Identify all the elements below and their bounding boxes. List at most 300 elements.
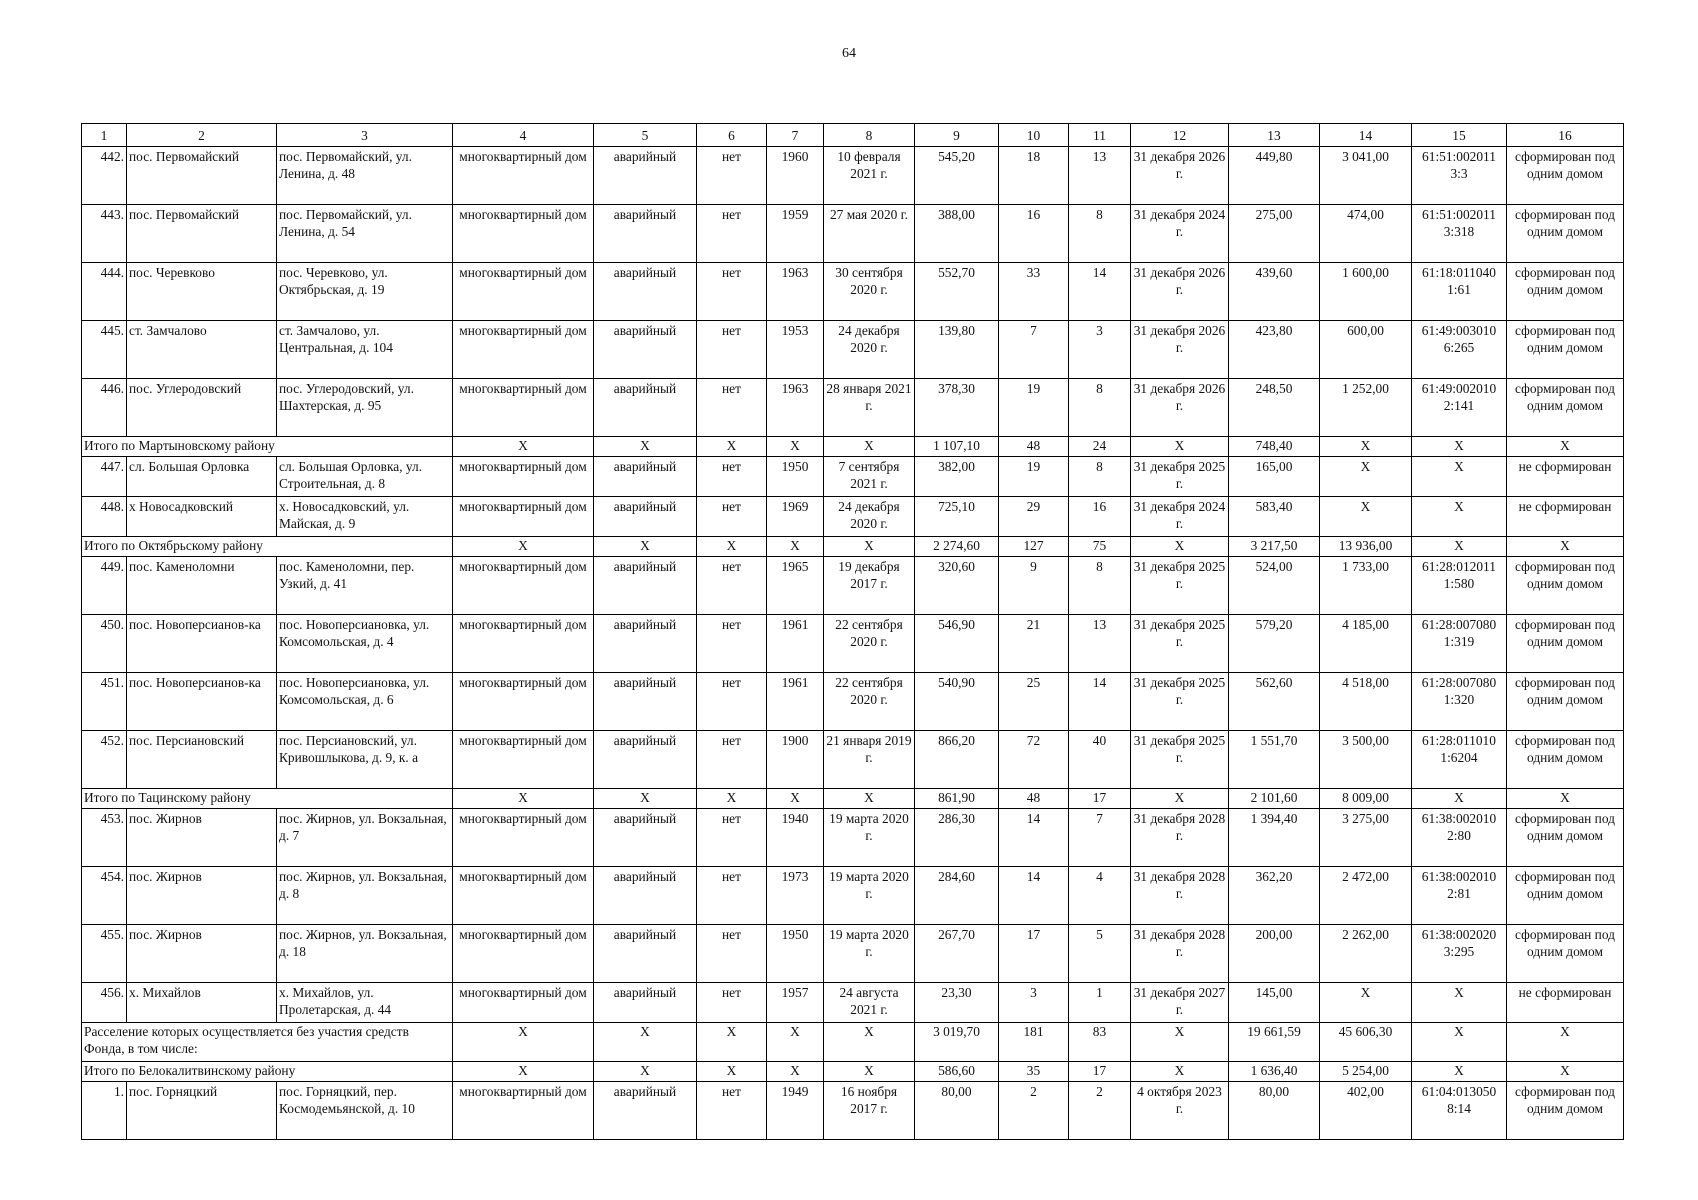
date-cell: 27 мая 2020 г. (824, 205, 915, 263)
land-status-cell: сформирован под одним домом (1507, 147, 1624, 205)
subtotal-row (82, 1062, 1624, 1082)
address-cell: пос. Углеродовский, ул. Шахтерская, д. 95 (277, 379, 453, 437)
building-type-cell: многоквартирный дом (453, 673, 594, 731)
settlement-cell: пос. Первомайский (127, 147, 277, 205)
count-cell: 29 (999, 497, 1069, 537)
building-type-cell: многоквартирный дом (453, 983, 594, 1023)
address-cell: пос. Новоперсиановка, ул. Комсомольская, д. 6 (277, 673, 453, 731)
column-header: 1 (82, 124, 127, 147)
count-cell: 9 (999, 557, 1069, 615)
area-cell: 139,80 (915, 321, 999, 379)
land-status-cell: сформирован под одним домом (1507, 673, 1624, 731)
count-cell: 16 (999, 205, 1069, 263)
count-cell: 8 (1069, 557, 1131, 615)
column-header: 4 (453, 124, 594, 147)
date-cell: 22 сентября 2020 г. (824, 673, 915, 731)
settlement-cell: пос. Новоперсианов-ка (127, 673, 277, 731)
cadastre-cell: 61:38:002010 2:81 (1412, 867, 1507, 925)
subtotal-cell: Х (1507, 1023, 1624, 1062)
subtotal-cell: 2 274,60 (915, 537, 999, 557)
subtotal-cell: Х (453, 1062, 594, 1082)
subtotal-row (82, 437, 1624, 457)
subtotal-cell: Х (824, 437, 915, 457)
settlement-cell: х. Михайлов (127, 983, 277, 1023)
subtotal-cell: 127 (999, 537, 1069, 557)
date-cell: 19 декабря 2017 г. (824, 557, 915, 615)
deadline-cell: 4 октября 2023 г. (1131, 1082, 1229, 1140)
status-cell: аварийный (594, 731, 697, 789)
page-number: 64 (842, 46, 856, 61)
table-row (82, 497, 1624, 537)
table-row (82, 615, 1624, 673)
cadastre-cell: Х (1412, 983, 1507, 1023)
column-header: 5 (594, 124, 697, 147)
cadastre-cell: 61:38:002020 3:295 (1412, 925, 1507, 983)
subtotal-cell: Х (697, 1062, 767, 1082)
subtotal-cell: 24 (1069, 437, 1131, 457)
table-row (82, 379, 1624, 437)
land-status-cell: сформирован под одним домом (1507, 731, 1624, 789)
status-cell: аварийный (594, 925, 697, 983)
settlement-cell: ст. Замчалово (127, 321, 277, 379)
date-cell: 22 сентября 2020 г. (824, 615, 915, 673)
address-cell: ст. Замчалово, ул. Центральная, д. 104 (277, 321, 453, 379)
count-cell: 1 (1069, 983, 1131, 1023)
table-row (82, 557, 1624, 615)
value-cell: 1 600,00 (1320, 263, 1412, 321)
year-cell: 1950 (767, 457, 824, 497)
value-cell: нет (697, 147, 767, 205)
row-number-cell: 450. (82, 615, 127, 673)
settlement-cell: сл. Большая Орловка (127, 457, 277, 497)
subtotal-cell: Х (1320, 437, 1412, 457)
count-cell: 19 (999, 457, 1069, 497)
value-cell: 524,00 (1229, 557, 1320, 615)
value-cell: 474,00 (1320, 205, 1412, 263)
value-cell: 402,00 (1320, 1082, 1412, 1140)
land-status-cell: сформирован под одним домом (1507, 809, 1624, 867)
subtotal-cell: 17 (1069, 1062, 1131, 1082)
address-cell: сл. Большая Орловка, ул. Строительная, д. 8 (277, 457, 453, 497)
subtotal-cell: 13 936,00 (1320, 537, 1412, 557)
value-cell: 600,00 (1320, 321, 1412, 379)
count-cell: 17 (999, 925, 1069, 983)
value-cell: нет (697, 379, 767, 437)
row-number-cell: 442. (82, 147, 127, 205)
subtotal-cell: Х (1507, 1062, 1624, 1082)
count-cell: 13 (1069, 147, 1131, 205)
table-row (82, 809, 1624, 867)
deadline-cell: 31 декабря 2026 г. (1131, 147, 1229, 205)
subtotal-cell: Х (453, 437, 594, 457)
cadastre-cell: 61:51:002011 3:3 (1412, 147, 1507, 205)
subtotal-cell: 181 (999, 1023, 1069, 1062)
land-status-cell: сформирован под одним домом (1507, 379, 1624, 437)
subtotal-cell: Х (767, 1062, 824, 1082)
column-header: 6 (697, 124, 767, 147)
subtotal-cell: Х (1131, 437, 1229, 457)
building-type-cell: многоквартирный дом (453, 147, 594, 205)
subtotal-cell: Х (697, 537, 767, 557)
date-cell: 7 сентября 2021 г. (824, 457, 915, 497)
column-header: 7 (767, 124, 824, 147)
cadastre-cell: 61:28:012011 1:580 (1412, 557, 1507, 615)
count-cell: 21 (999, 615, 1069, 673)
value-cell: 1 394,40 (1229, 809, 1320, 867)
deadline-cell: 31 декабря 2025 г. (1131, 457, 1229, 497)
land-status-cell: сформирован под одним домом (1507, 205, 1624, 263)
subtotal-cell: Х (824, 1062, 915, 1082)
subtotal-cell: Х (767, 537, 824, 557)
subtotal-cell: Х (453, 1023, 594, 1062)
row-number-cell: 453. (82, 809, 127, 867)
subtotal-cell: Х (453, 537, 594, 557)
cadastre-cell: 61:51:002011 3:318 (1412, 205, 1507, 263)
land-status-cell: сформирован под одним домом (1507, 557, 1624, 615)
settlement-cell: пос. Первомайский (127, 205, 277, 263)
subtotal-cell: Х (1412, 1062, 1507, 1082)
land-status-cell: сформирован под одним домом (1507, 1082, 1624, 1140)
subtotal-cell: Х (1412, 789, 1507, 809)
count-cell: 3 (999, 983, 1069, 1023)
address-cell: х. Михайлов, ул. Пролетарская, д. 44 (277, 983, 453, 1023)
deadline-cell: 31 декабря 2026 г. (1131, 263, 1229, 321)
area-cell: 284,60 (915, 867, 999, 925)
count-cell: 7 (999, 321, 1069, 379)
deadline-cell: 31 декабря 2027 г. (1131, 983, 1229, 1023)
subtotal-cell: Х (1507, 789, 1624, 809)
land-status-cell: сформирован под одним домом (1507, 615, 1624, 673)
table-row (82, 457, 1624, 497)
value-cell: нет (697, 615, 767, 673)
table-row (82, 321, 1624, 379)
count-cell: 14 (1069, 673, 1131, 731)
settlement-cell: пос. Жирнов (127, 809, 277, 867)
area-cell: 382,00 (915, 457, 999, 497)
row-number-cell: 455. (82, 925, 127, 983)
count-cell: 14 (999, 867, 1069, 925)
subtotal-cell: 2 101,60 (1229, 789, 1320, 809)
subtotal-cell: 1 636,40 (1229, 1062, 1320, 1082)
count-cell: 33 (999, 263, 1069, 321)
value-cell: 145,00 (1229, 983, 1320, 1023)
row-number-cell: 1. (82, 1082, 127, 1140)
address-cell: пос. Черевково, ул. Октябрьская, д. 19 (277, 263, 453, 321)
value-cell: 362,20 (1229, 867, 1320, 925)
subtotal-cell: Х (824, 1023, 915, 1062)
subtotal-label: Расселение которых осуществляется без участия средств Фонда, в том числе: (82, 1023, 453, 1062)
subtotal-cell: 8 009,00 (1320, 789, 1412, 809)
settlement-cell: пос. Черевково (127, 263, 277, 321)
area-cell: 286,30 (915, 809, 999, 867)
land-status-cell: не сформирован (1507, 457, 1624, 497)
subtotal-cell: Х (824, 789, 915, 809)
subtotal-cell: Х (824, 537, 915, 557)
value-cell: нет (697, 321, 767, 379)
value-cell: 423,80 (1229, 321, 1320, 379)
column-header: 10 (999, 124, 1069, 147)
area-cell: 378,30 (915, 379, 999, 437)
count-cell: 72 (999, 731, 1069, 789)
value-cell: 2 472,00 (1320, 867, 1412, 925)
value-cell: 2 262,00 (1320, 925, 1412, 983)
land-status-cell: сформирован под одним домом (1507, 925, 1624, 983)
status-cell: аварийный (594, 457, 697, 497)
building-type-cell: многоквартирный дом (453, 615, 594, 673)
row-number-cell: 456. (82, 983, 127, 1023)
row-number-cell: 443. (82, 205, 127, 263)
status-cell: аварийный (594, 867, 697, 925)
value-cell: нет (697, 497, 767, 537)
count-cell: 4 (1069, 867, 1131, 925)
value-cell: 165,00 (1229, 457, 1320, 497)
cadastre-cell: 61:04:013050 8:14 (1412, 1082, 1507, 1140)
year-cell: 1949 (767, 1082, 824, 1140)
subtotal-cell: Х (697, 1023, 767, 1062)
cadastre-cell: 61:49:002010 2:141 (1412, 379, 1507, 437)
status-cell: аварийный (594, 1082, 697, 1140)
subtotal-cell: 3 217,50 (1229, 537, 1320, 557)
column-header: 15 (1412, 124, 1507, 147)
subtotal-cell: 5 254,00 (1320, 1062, 1412, 1082)
column-header: 11 (1069, 124, 1131, 147)
date-cell: 10 февраля 2021 г. (824, 147, 915, 205)
status-cell: аварийный (594, 379, 697, 437)
date-cell: 24 декабря 2020 г. (824, 497, 915, 537)
value-cell: нет (697, 867, 767, 925)
value-cell: 1 551,70 (1229, 731, 1320, 789)
building-type-cell: многоквартирный дом (453, 557, 594, 615)
subtotal-cell: Х (697, 437, 767, 457)
row-number-cell: 444. (82, 263, 127, 321)
area-cell: 320,60 (915, 557, 999, 615)
table-row (82, 205, 1624, 263)
year-cell: 1965 (767, 557, 824, 615)
subtotal-cell: 48 (999, 789, 1069, 809)
row-number-cell: 449. (82, 557, 127, 615)
subtotal-cell: 1 107,10 (915, 437, 999, 457)
column-header: 3 (277, 124, 453, 147)
building-type-cell: многоквартирный дом (453, 925, 594, 983)
status-cell: аварийный (594, 263, 697, 321)
year-cell: 1969 (767, 497, 824, 537)
settlement-cell: пос. Жирнов (127, 925, 277, 983)
date-cell: 19 марта 2020 г. (824, 809, 915, 867)
year-cell: 1953 (767, 321, 824, 379)
count-cell: 2 (1069, 1082, 1131, 1140)
column-header: 13 (1229, 124, 1320, 147)
deadline-cell: 31 декабря 2026 г. (1131, 321, 1229, 379)
subtotal-cell: Х (594, 1023, 697, 1062)
table-row (82, 673, 1624, 731)
status-cell: аварийный (594, 615, 697, 673)
registry-table (81, 123, 1624, 1140)
row-number-cell: 452. (82, 731, 127, 789)
value-cell: 562,60 (1229, 673, 1320, 731)
area-cell: 267,70 (915, 925, 999, 983)
date-cell: 19 марта 2020 г. (824, 925, 915, 983)
address-cell: пос. Горняцкий, пер. Космодемьянской, д. 10 (277, 1082, 453, 1140)
subtotal-cell: Х (1412, 1023, 1507, 1062)
subtotal-cell: 75 (1069, 537, 1131, 557)
count-cell: 5 (1069, 925, 1131, 983)
subtotal-row (82, 789, 1624, 809)
subtotal-label: Итого по Белокалитвинскому району (82, 1062, 453, 1082)
address-cell: пос. Персиановский, ул. Кривошлыкова, д. 9, к. а (277, 731, 453, 789)
value-cell: нет (697, 457, 767, 497)
value-cell: нет (697, 673, 767, 731)
area-cell: 545,20 (915, 147, 999, 205)
subtotal-label: Итого по Тацинскому району (82, 789, 453, 809)
value-cell: 3 500,00 (1320, 731, 1412, 789)
count-cell: 14 (1069, 263, 1131, 321)
date-cell: 21 января 2019 г. (824, 731, 915, 789)
subtotal-cell: Х (594, 537, 697, 557)
value-cell: 80,00 (1229, 1082, 1320, 1140)
value-cell: 3 041,00 (1320, 147, 1412, 205)
building-type-cell: многоквартирный дом (453, 1082, 594, 1140)
value-cell: нет (697, 1082, 767, 1140)
building-type-cell: многоквартирный дом (453, 263, 594, 321)
value-cell: 4 185,00 (1320, 615, 1412, 673)
subtotal-cell: 748,40 (1229, 437, 1320, 457)
subtotal-row (82, 537, 1624, 557)
row-number-cell: 454. (82, 867, 127, 925)
land-status-cell: не сформирован (1507, 983, 1624, 1023)
subtotal-cell: Х (1412, 537, 1507, 557)
deadline-cell: 31 декабря 2028 г. (1131, 925, 1229, 983)
table-row (82, 731, 1624, 789)
address-cell: пос. Первомайский, ул. Ленина, д. 48 (277, 147, 453, 205)
land-status-cell: сформирован под одним домом (1507, 321, 1624, 379)
value-cell: 3 275,00 (1320, 809, 1412, 867)
column-header: 2 (127, 124, 277, 147)
column-header: 14 (1320, 124, 1412, 147)
date-cell: 24 августа 2021 г. (824, 983, 915, 1023)
subtotal-label: Итого по Мартыновскому району (82, 437, 453, 457)
value-cell: Х (1320, 983, 1412, 1023)
area-cell: 23,30 (915, 983, 999, 1023)
cadastre-cell: 61:49:003010 6:265 (1412, 321, 1507, 379)
subtotal-cell: Х (453, 789, 594, 809)
building-type-cell: многоквартирный дом (453, 809, 594, 867)
value-cell: 583,40 (1229, 497, 1320, 537)
row-number-cell: 446. (82, 379, 127, 437)
count-cell: 25 (999, 673, 1069, 731)
year-cell: 1950 (767, 925, 824, 983)
year-cell: 1961 (767, 615, 824, 673)
status-cell: аварийный (594, 983, 697, 1023)
value-cell: 449,80 (1229, 147, 1320, 205)
value-cell: нет (697, 731, 767, 789)
settlement-cell: пос. Горняцкий (127, 1082, 277, 1140)
year-cell: 1960 (767, 147, 824, 205)
year-cell: 1957 (767, 983, 824, 1023)
year-cell: 1940 (767, 809, 824, 867)
year-cell: 1900 (767, 731, 824, 789)
status-cell: аварийный (594, 497, 697, 537)
value-cell: 439,60 (1229, 263, 1320, 321)
count-cell: 2 (999, 1082, 1069, 1140)
value-cell: 4 518,00 (1320, 673, 1412, 731)
subtotal-cell: Х (767, 437, 824, 457)
subtotal-row (82, 1023, 1624, 1062)
count-cell: 16 (1069, 497, 1131, 537)
row-number-cell: 451. (82, 673, 127, 731)
date-cell: 28 января 2021 г. (824, 379, 915, 437)
count-cell: 18 (999, 147, 1069, 205)
value-cell: нет (697, 557, 767, 615)
value-cell: нет (697, 809, 767, 867)
table-row (82, 925, 1624, 983)
subtotal-cell: Х (594, 437, 697, 457)
subtotal-cell: Х (1131, 1023, 1229, 1062)
address-cell: пос. Первомайский, ул. Ленина, д. 54 (277, 205, 453, 263)
deadline-cell: 31 декабря 2025 г. (1131, 673, 1229, 731)
area-cell: 540,90 (915, 673, 999, 731)
count-cell: 13 (1069, 615, 1131, 673)
building-type-cell: многоквартирный дом (453, 867, 594, 925)
value-cell: нет (697, 983, 767, 1023)
cadastre-cell: 61:28:007080 1:319 (1412, 615, 1507, 673)
cadastre-cell: 61:28:007080 1:320 (1412, 673, 1507, 731)
area-cell: 725,10 (915, 497, 999, 537)
table-row (82, 263, 1624, 321)
value-cell: нет (697, 263, 767, 321)
status-cell: аварийный (594, 809, 697, 867)
subtotal-cell: 35 (999, 1062, 1069, 1082)
column-header: 16 (1507, 124, 1624, 147)
deadline-cell: 31 декабря 2026 г. (1131, 379, 1229, 437)
subtotal-cell: 83 (1069, 1023, 1131, 1062)
subtotal-cell: Х (1412, 437, 1507, 457)
building-type-cell: многоквартирный дом (453, 497, 594, 537)
area-cell: 80,00 (915, 1082, 999, 1140)
address-cell: х. Новосадковский, ул. Майская, д. 9 (277, 497, 453, 537)
count-cell: 19 (999, 379, 1069, 437)
value-cell: Х (1320, 497, 1412, 537)
date-cell: 16 ноября 2017 г. (824, 1082, 915, 1140)
subtotal-cell: 3 019,70 (915, 1023, 999, 1062)
count-cell: 40 (1069, 731, 1131, 789)
column-header: 8 (824, 124, 915, 147)
table-row (82, 983, 1624, 1023)
status-cell: аварийный (594, 321, 697, 379)
date-cell: 30 сентября 2020 г. (824, 263, 915, 321)
settlement-cell: пос. Каменоломни (127, 557, 277, 615)
row-number-cell: 448. (82, 497, 127, 537)
status-cell: аварийный (594, 673, 697, 731)
deadline-cell: 31 декабря 2024 г. (1131, 205, 1229, 263)
status-cell: аварийный (594, 147, 697, 205)
cadastre-cell: Х (1412, 457, 1507, 497)
value-cell: 1 733,00 (1320, 557, 1412, 615)
year-cell: 1961 (767, 673, 824, 731)
subtotal-cell: 586,60 (915, 1062, 999, 1082)
address-cell: пос. Каменоломни, пер. Узкий, д. 41 (277, 557, 453, 615)
value-cell: 200,00 (1229, 925, 1320, 983)
subtotal-cell: Х (1131, 1062, 1229, 1082)
subtotal-cell: Х (1131, 537, 1229, 557)
year-cell: 1973 (767, 867, 824, 925)
subtotal-cell: 48 (999, 437, 1069, 457)
subtotal-cell: Х (594, 1062, 697, 1082)
count-cell: 8 (1069, 457, 1131, 497)
subtotal-cell: Х (1131, 789, 1229, 809)
deadline-cell: 31 декабря 2028 г. (1131, 809, 1229, 867)
year-cell: 1963 (767, 379, 824, 437)
address-cell: пос. Новоперсиановка, ул. Комсомольская, д. 4 (277, 615, 453, 673)
